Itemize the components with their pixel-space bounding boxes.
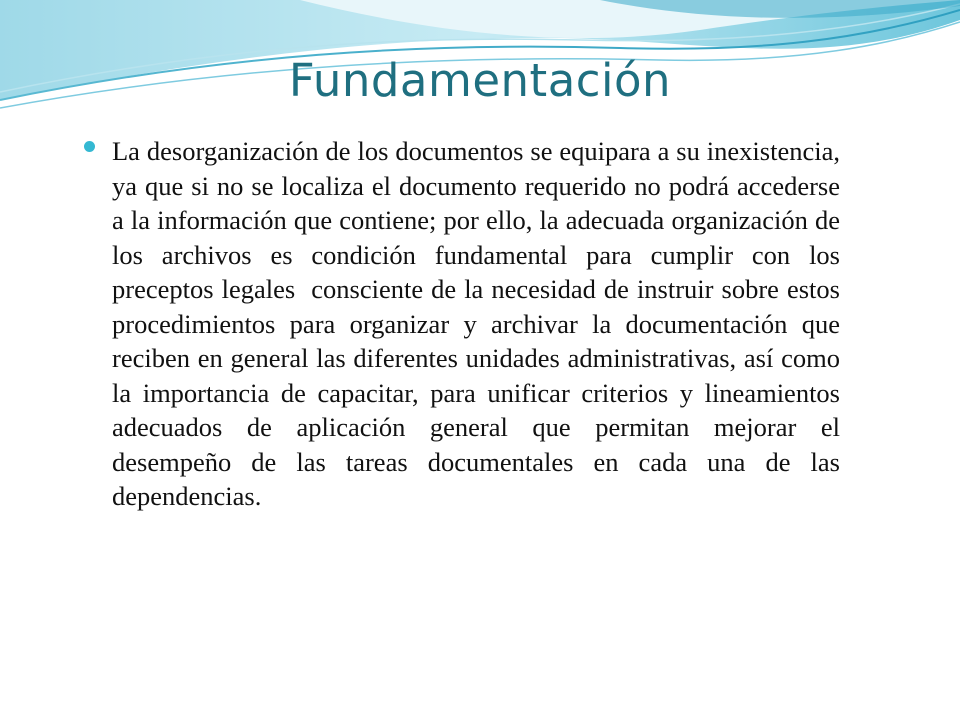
slide-title: Fundamentación xyxy=(288,54,672,107)
slide-body xyxy=(80,134,847,514)
bullet-list-item xyxy=(80,134,847,514)
bullet-text: La desorganización de los documentos se equipara a su inexistencia, ya que si no se localiza el documento requerido no podrá accederse a la información que contiene; por ello, la adecuada organización de los archivos es condición fundamental para cumplir con los preceptos legales consciente de la necesidad de instruir sobre estos procedimientos para organizar y archivar la documentación que reciben en general las diferentes unidades administrativas, así como la importancia de capacitar, para unificar criterios y lineamientos adecuados de aplicación general que permitan mejorar el desempeño de las tareas documentales en cada una de las dependencias. xyxy=(112,136,847,511)
bullet-dot-icon xyxy=(84,141,95,152)
